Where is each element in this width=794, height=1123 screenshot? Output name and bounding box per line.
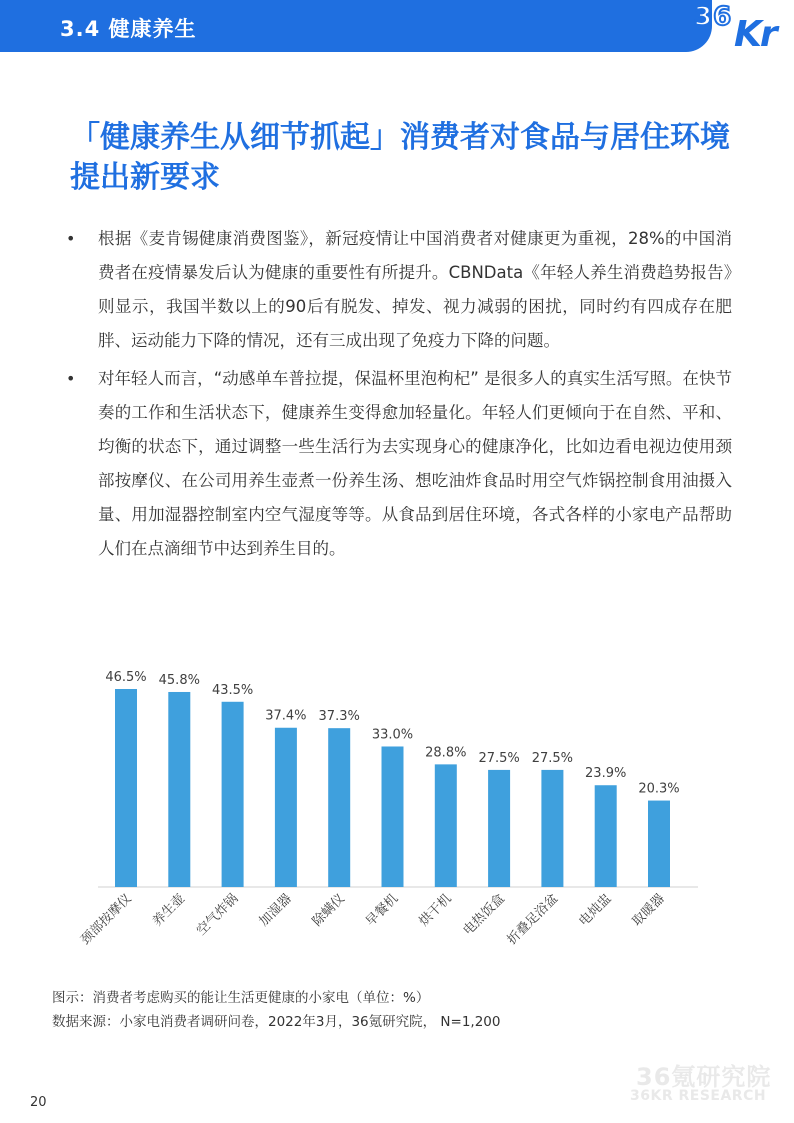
36kr-logo — [690, 0, 794, 55]
logo-letters: Kr — [734, 14, 776, 55]
data-label-1: 45.8% — [158, 672, 200, 688]
bullet-dot: • — [66, 369, 76, 388]
bullet-list — [62, 222, 732, 570]
data-label-9: 23.9% — [585, 766, 627, 782]
bar-0 — [115, 689, 137, 887]
category-label-6: 烘干机 — [416, 891, 455, 930]
chart-caption — [52, 986, 500, 1034]
category-label-1: 养生壶 — [149, 891, 189, 930]
bar-chart — [78, 660, 698, 980]
bullet-item — [62, 362, 732, 566]
bar-10 — [648, 801, 670, 887]
category-label-10: 取暖器 — [629, 891, 668, 930]
category-label-0: 颈部按摩仪 — [78, 891, 135, 948]
watermark-cn: 36氪研究院 — [636, 1063, 772, 1091]
bar-8 — [541, 770, 563, 887]
data-label-2: 43.5% — [211, 682, 254, 698]
bar-1 — [168, 692, 190, 887]
bullet-text: 对年轻人而言，“动感单车普拉提，保温杯里泡枸杞” 是很多人的真实生活写照。在快节奏的工作和生活状态下，健康养生变得愈加轻量化。年轻人们更倾向于在自然、平和、均衡的状态下，通过调整一些生活行为去实现身心的健康净化，比如边看电视边使用颈部按摩仪、在公司用养生壶煮一份养生汤、想吃油炸食品时用空气炸锅控制食用油摄入量、用加湿器控制室内空气湿度等等。从食品到居住环境，各式各样的小家电产品帮助人们在点滴细节中达到养生目的。 — [98, 369, 732, 558]
category-label-9: 电炖盅 — [576, 891, 615, 930]
category-label-2: 空气炸锅 — [194, 891, 242, 939]
category-label-7: 电热饭盒 — [460, 891, 508, 939]
data-label-0: 46.5% — [105, 670, 147, 685]
category-label-4: 除螨仪 — [309, 891, 349, 930]
bar-5 — [382, 746, 404, 887]
data-label-5: 33.0% — [371, 727, 414, 743]
page-title: 「健康养生从细节抓起」消费者对食品与居住环境提出新要求 — [70, 120, 730, 195]
data-label-10: 20.3% — [638, 781, 680, 797]
bar-3 — [275, 728, 297, 887]
header-bar — [0, 0, 712, 52]
page-number: 20 — [30, 1095, 47, 1110]
category-label-3: 加湿器 — [256, 891, 295, 930]
category-label-8: 折叠足浴盆 — [504, 891, 562, 948]
data-label-3: 37.4% — [265, 708, 307, 724]
data-label-4: 37.3% — [318, 709, 360, 725]
data-label-8: 27.5% — [531, 750, 574, 766]
category-label-5: 早餐机 — [363, 891, 402, 930]
data-label-7: 27.5% — [478, 750, 520, 766]
bar-6 — [435, 764, 457, 887]
bar-7 — [488, 770, 510, 887]
bar-2 — [222, 702, 244, 887]
caption-source: 数据来源：小家电消费者调研问卷，2022年3月，36氪研究院， N=1,200 — [52, 1014, 501, 1030]
bar-9 — [595, 785, 617, 887]
bar-4 — [328, 728, 350, 887]
bullet-dot: • — [66, 229, 76, 248]
bullet-item — [62, 222, 732, 358]
section-label: 3.4 健康养生 — [60, 17, 197, 41]
watermark-en: 36KR RESEARCH — [630, 1088, 767, 1104]
data-label-6: 28.8% — [425, 745, 467, 761]
caption-figure-note: 图示：消费者考虑购买的能让生活更健康的小家电（单位：%） — [52, 990, 430, 1006]
bullet-text: 根据《麦肯锡健康消费图鉴》，新冠疫情让中国消费者对健康更为重视，28%的中国消费者在疫情暴发后认为健康的重要性有所提升。CBNData《年轻人养生消费趋势报告》则显示，我国半数以上的90后有脱发、掉发、视力减弱的困扰，同时约有四成存在肥胖、运动能力下降的情况，还有三成出现了免疫力下降的问题。 — [98, 229, 732, 350]
logo-number: 36 — [694, 2, 733, 32]
